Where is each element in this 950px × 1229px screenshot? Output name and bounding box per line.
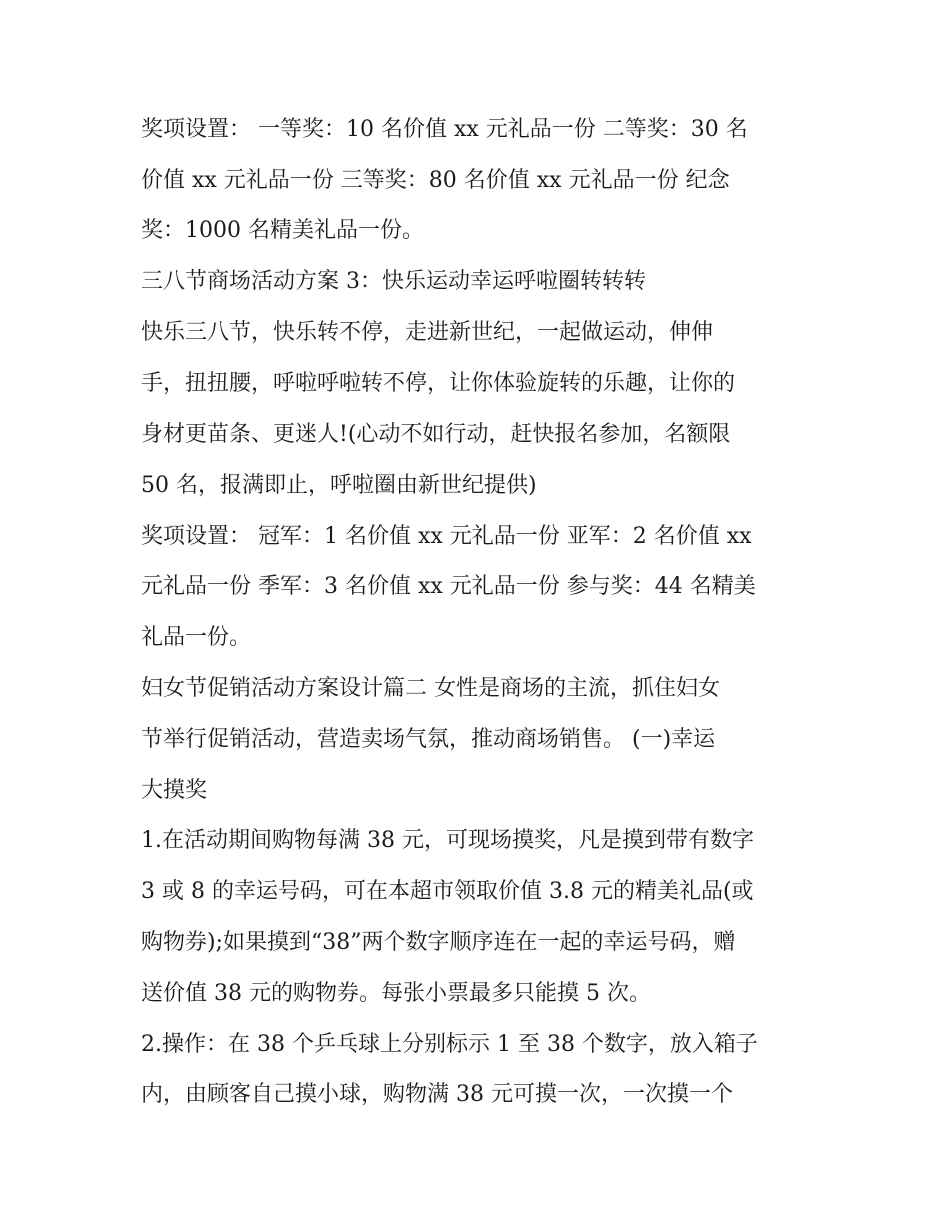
text-line: 奖：1000 名精美礼品一份。 [141, 218, 424, 243]
text-line: 内，由顾客自己摸小球，购物满 38 元可摸一次，一次摸一个 [141, 1082, 733, 1107]
text-line: 手，扭扭腰，呼啦呼啦转不停，让你体验旋转的乐趣，让你的 [141, 371, 736, 396]
text-line: 快乐三八节，快乐转不停，走进新世纪，一起做运动，伸伸 [141, 320, 714, 345]
text-line: 奖项设置： 冠军：1 名价值 xx 元礼品一份 亚军：2 名价值 xx [141, 524, 752, 549]
text-line: 2.操作：在 38 个乒乓球上分别标示 1 至 38 个数字，放入箱子 [141, 1032, 758, 1057]
text-line: 价值 xx 元礼品一份 三等奖：80 名价值 xx 元礼品一份 纪念 [141, 168, 730, 193]
text-line: 送价值 38 元的购物券。每张小票最多只能摸 5 次。 [141, 981, 651, 1006]
text-line: 大摸奖 [141, 778, 208, 803]
text-line: 50 名，报满即止，呼啦圈由新世纪提供) [141, 473, 537, 498]
text-line: 1.在活动期间购物每满 38 元，可现场摸奖，凡是摸到带有数字 [141, 828, 754, 853]
text-line: 3 或 8 的幸运号码，可在本超市领取价值 3.8 元的精美礼品(或 [141, 879, 754, 904]
text-line: 妇女节促销活动方案设计篇二 女性是商场的主流，抓住妇女 [141, 676, 720, 701]
text-line: 购物券);如果摸到“38”两个数字顺序连在一起的幸运号码，赠 [141, 930, 736, 955]
text-line: 三八节商场活动方案 3：快乐运动幸运呼啦圈转转转 [141, 269, 646, 294]
text-line: 身材更苗条、更迷人!(心动不如行动，赶快报名参加，名额限 [141, 422, 731, 447]
text-line: 奖项设置： 一等奖：10 名价值 xx 元礼品一份 二等奖：30 名 [141, 117, 748, 142]
text-line: 礼品一份。 [141, 625, 252, 650]
text-line: 元礼品一份 季军：3 名价值 xx 元礼品一份 参与奖：44 名精美 [141, 574, 756, 599]
text-line: 节举行促销活动，营造卖场气氛，推动商场销售。 (一)幸运 [141, 727, 716, 752]
